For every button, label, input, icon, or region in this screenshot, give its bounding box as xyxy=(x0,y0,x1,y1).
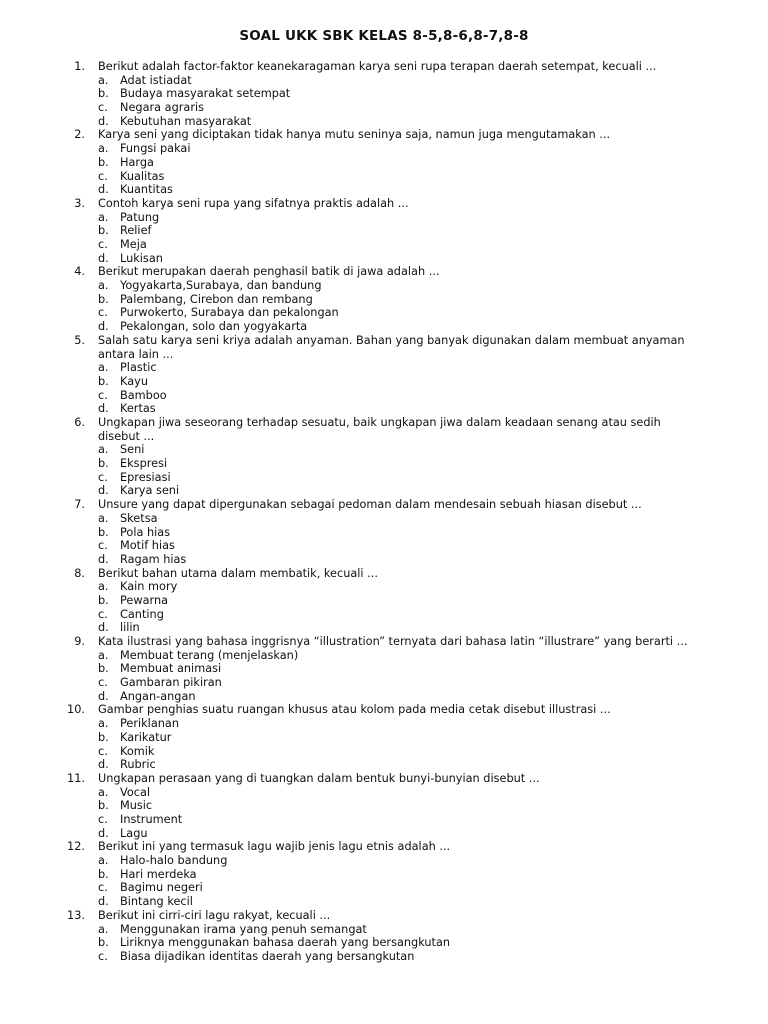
option-text: Ekspresi xyxy=(120,457,168,471)
question-line xyxy=(74,635,696,649)
answer-option xyxy=(0,717,768,731)
option-text: Lagu xyxy=(120,826,148,840)
question-text: Salah satu karya seni kriya adalah anyaman. Bahan yang banyak digunakan dalam membuat anyaman antara lain ... xyxy=(98,333,685,361)
answer-option xyxy=(0,580,768,594)
question-text: Unsure yang dapat dipergunakan sebagai pedoman dalam mendesain sebuah hiasan disebut ... xyxy=(98,498,642,512)
option-letter: b. xyxy=(98,867,109,881)
option-text: Hari merdeka xyxy=(120,867,197,881)
question-line xyxy=(74,333,696,361)
option-text: Membuat terang (menjelaskan) xyxy=(120,648,299,662)
question-line xyxy=(67,771,696,786)
answer-option xyxy=(0,74,768,88)
answer-option xyxy=(0,224,768,238)
option-letter: a. xyxy=(98,443,109,457)
option-text: Membuat animasi xyxy=(120,662,222,676)
option-text: Seni xyxy=(120,443,145,457)
option-letter: b. xyxy=(98,374,109,388)
question-item xyxy=(0,772,768,840)
question-text: Ungkapan perasaan yang di tuangkan dalam bentuk bunyi-bunyian disebut ... xyxy=(98,771,540,785)
option-letter: c. xyxy=(98,676,108,690)
question-line xyxy=(74,128,696,142)
option-letter: d. xyxy=(98,826,109,840)
question-number: 1. xyxy=(74,60,85,73)
answer-option xyxy=(0,252,768,266)
option-letter: c. xyxy=(98,169,108,183)
question-line xyxy=(74,566,696,581)
answer-option xyxy=(0,923,768,937)
option-letter: a. xyxy=(98,73,109,87)
option-text: Harga xyxy=(120,155,154,169)
page-title: SOAL UKK SBK KELAS 8-5,8-6,8-7,8-8 xyxy=(239,28,529,44)
option-letter: c. xyxy=(98,101,108,115)
option-letter: a. xyxy=(98,279,109,293)
question-line xyxy=(67,840,696,854)
option-text: Negara agraris xyxy=(120,101,204,115)
answer-option xyxy=(0,443,768,457)
answer-option xyxy=(0,539,768,553)
option-letter: b. xyxy=(98,155,109,169)
option-letter: c. xyxy=(98,388,108,402)
answer-option xyxy=(0,156,768,170)
option-text: Purwokerto, Surabaya dan pekalongan xyxy=(120,306,339,320)
answer-option xyxy=(0,690,768,704)
option-letter: c. xyxy=(98,470,108,484)
question-line xyxy=(74,415,696,443)
answer-option xyxy=(0,211,768,225)
question-item xyxy=(0,909,768,964)
option-text: Lukisan xyxy=(120,251,163,265)
question-number: 8. xyxy=(74,566,85,580)
option-letter: d. xyxy=(98,183,109,197)
question-number: 9. xyxy=(74,635,85,649)
option-text: Plastic xyxy=(120,361,157,375)
option-text: Gambaran pikiran xyxy=(120,676,222,690)
answer-option xyxy=(0,115,768,129)
option-letter: a. xyxy=(98,785,109,799)
answer-option xyxy=(0,786,768,800)
option-text: Vocal xyxy=(120,785,151,799)
option-letter: c. xyxy=(98,237,108,251)
option-text: Sketsa xyxy=(120,511,158,525)
option-letter: c. xyxy=(98,539,108,553)
answer-option xyxy=(0,170,768,184)
question-item xyxy=(0,334,768,416)
option-letter: c. xyxy=(98,607,108,621)
answer-option xyxy=(0,526,768,540)
option-text: Relief xyxy=(120,224,152,238)
option-letter: a. xyxy=(98,361,109,375)
option-letter: d. xyxy=(98,552,109,566)
option-text: Karikatur xyxy=(120,730,172,744)
answer-option xyxy=(0,621,768,635)
answer-option xyxy=(0,471,768,485)
answer-option xyxy=(0,320,768,334)
question-item xyxy=(0,197,768,265)
option-letter: d. xyxy=(98,114,109,128)
option-letter: a. xyxy=(98,511,109,525)
option-text: Meja xyxy=(120,237,147,251)
answer-option xyxy=(0,868,768,882)
question-number: 4. xyxy=(74,265,85,279)
answer-option xyxy=(0,662,768,676)
answer-option xyxy=(0,594,768,608)
option-letter: a. xyxy=(98,648,109,662)
question-line xyxy=(74,60,696,74)
option-letter: b. xyxy=(98,936,109,950)
question-list xyxy=(0,60,768,964)
answer-option xyxy=(0,608,768,622)
question-item xyxy=(0,567,768,635)
option-text: Music xyxy=(120,799,153,813)
option-letter: b. xyxy=(98,87,109,101)
option-letter: a. xyxy=(98,142,109,156)
question-number: 11. xyxy=(67,771,85,785)
option-text: Pola hias xyxy=(120,525,171,539)
answer-option xyxy=(0,389,768,403)
option-letter: a. xyxy=(98,580,109,594)
option-text: Ragam hias xyxy=(120,552,187,566)
question-number: 3. xyxy=(74,196,85,210)
question-text: Contoh karya seni rupa yang sifatnya praktis adalah ... xyxy=(98,196,409,210)
option-letter: c. xyxy=(98,813,108,827)
question-line xyxy=(74,265,696,279)
option-text: Kain mory xyxy=(120,580,178,594)
question-number: 2. xyxy=(74,128,85,142)
option-letter: b. xyxy=(98,662,109,676)
question-number: 10. xyxy=(67,703,85,717)
question-item xyxy=(0,703,768,771)
option-letter: b. xyxy=(98,224,109,238)
answer-option xyxy=(0,375,768,389)
option-letter: b. xyxy=(98,799,109,813)
answer-option xyxy=(0,553,768,567)
option-letter: d. xyxy=(98,320,109,334)
option-letter: d. xyxy=(98,758,109,772)
option-text: Biasa dijadikan identitas daerah yang bersangkutan xyxy=(120,949,415,963)
answer-option xyxy=(0,361,768,375)
option-letter: d. xyxy=(98,689,109,703)
answer-option xyxy=(0,649,768,663)
option-letter: b. xyxy=(98,457,109,471)
question-number: 5. xyxy=(74,333,85,347)
answer-option xyxy=(0,183,768,197)
option-letter: c. xyxy=(98,949,108,963)
question-item xyxy=(0,840,768,908)
option-text: Fungsi pakai xyxy=(120,142,191,156)
option-text: Canting xyxy=(120,607,164,621)
answer-option xyxy=(0,827,768,841)
option-text: Bamboo xyxy=(120,388,167,402)
option-letter: d. xyxy=(98,402,109,416)
answer-option xyxy=(0,457,768,471)
question-item xyxy=(0,128,768,196)
option-text: Budaya masyarakat setempat xyxy=(120,87,291,101)
question-line xyxy=(67,703,696,717)
option-text: Pewarna xyxy=(120,593,169,607)
option-text: Palembang, Cirebon dan rembang xyxy=(120,292,313,306)
option-letter: d. xyxy=(98,621,109,635)
option-text: Instrument xyxy=(120,813,183,827)
option-letter: a. xyxy=(98,922,109,936)
question-number: 7. xyxy=(74,498,85,512)
option-text: Rubric xyxy=(120,758,156,772)
answer-option xyxy=(0,293,768,307)
option-text: Kuantitas xyxy=(120,183,173,197)
answer-option xyxy=(0,731,768,745)
option-text: Patung xyxy=(120,210,160,224)
question-item xyxy=(0,60,768,128)
answer-option xyxy=(0,279,768,293)
question-text: Berikut ini cirri-ciri lagu rakyat, kecuali ... xyxy=(98,908,331,922)
option-text: Angan-angan xyxy=(120,689,196,703)
question-item xyxy=(0,498,768,566)
option-letter: d. xyxy=(98,895,109,909)
answer-option xyxy=(0,799,768,813)
question-text: Ungkapan jiwa seseorang terhadap sesuatu, baik ungkapan jiwa dalam keadaan senang atau sedih disebut ... xyxy=(98,415,661,443)
question-number: 6. xyxy=(74,415,85,429)
answer-option xyxy=(0,142,768,156)
option-letter: c. xyxy=(98,881,108,895)
option-text: Kebutuhan masyarakat xyxy=(120,114,252,128)
answer-option xyxy=(0,936,768,950)
question-text: Berikut bahan utama dalam membatik, kecuali ... xyxy=(98,566,378,580)
option-letter: d. xyxy=(98,484,109,498)
option-letter: d. xyxy=(98,251,109,265)
option-text: Kayu xyxy=(120,374,148,388)
answer-option xyxy=(0,87,768,101)
option-letter: b. xyxy=(98,525,109,539)
answer-option xyxy=(0,306,768,320)
answer-option xyxy=(0,512,768,526)
option-letter: c. xyxy=(98,306,108,320)
option-text: Liriknya menggunakan bahasa daerah yang bersangkutan xyxy=(120,936,451,950)
option-text: Pekalongan, solo dan yogyakarta xyxy=(120,320,308,334)
answer-option xyxy=(0,813,768,827)
answer-option xyxy=(0,950,768,964)
answer-option xyxy=(0,758,768,772)
option-letter: c. xyxy=(98,744,108,758)
question-line xyxy=(74,196,696,211)
option-letter: a. xyxy=(98,210,109,224)
question-text: Gambar penghias suatu ruangan khusus atau kolom pada media cetak disebut illustrasi ... xyxy=(98,703,611,717)
question-text: Karya seni yang diciptakan tidak hanya mutu seninya saja, namun juga mengutamakan ... xyxy=(98,128,611,142)
answer-option xyxy=(0,676,768,690)
option-letter: a. xyxy=(98,717,109,731)
option-text: Motif hias xyxy=(120,539,175,553)
option-text: Menggunakan irama yang penuh semangat xyxy=(120,922,367,936)
option-letter: a. xyxy=(98,854,109,868)
option-text: Adat istiadat xyxy=(120,73,192,87)
option-text: Halo-halo bandung xyxy=(120,854,228,868)
question-text: Kata ilustrasi yang bahasa inggrisnya “illustration” ternyata dari bahasa latin “illustrare” yang berarti ... xyxy=(98,635,688,649)
question-line xyxy=(67,908,696,923)
option-letter: b. xyxy=(98,730,109,744)
question-text: Berikut adalah factor-faktor keanekaragaman karya seni rupa terapan daerah setempat, kecuali ... xyxy=(98,60,657,73)
answer-option xyxy=(0,895,768,909)
question-line xyxy=(74,498,696,512)
option-text: Bintang kecil xyxy=(120,895,193,909)
question-item xyxy=(0,416,768,498)
question-text: Berikut merupakan daerah penghasil batik di jawa adalah ... xyxy=(98,265,440,279)
answer-option xyxy=(0,484,768,498)
answer-option xyxy=(0,101,768,115)
option-letter: b. xyxy=(98,593,109,607)
option-text: Kertas xyxy=(120,402,156,416)
option-text: Bagimu negeri xyxy=(120,881,203,895)
question-item xyxy=(0,635,768,703)
question-number: 12. xyxy=(67,840,85,854)
option-text: Epresiasi xyxy=(120,470,171,484)
question-number: 13. xyxy=(67,908,85,922)
answer-option xyxy=(0,854,768,868)
option-text: Kualitas xyxy=(120,169,165,183)
answer-option xyxy=(0,238,768,252)
option-text: lilin xyxy=(120,621,140,635)
option-text: Periklanan xyxy=(120,717,179,731)
answer-option xyxy=(0,402,768,416)
option-letter: b. xyxy=(98,292,109,306)
answer-option xyxy=(0,745,768,759)
option-text: Yogyakarta,Surabaya, dan bandung xyxy=(120,279,322,293)
question-item xyxy=(0,265,768,333)
answer-option xyxy=(0,881,768,895)
option-text: Karya seni xyxy=(120,484,180,498)
option-text: Komik xyxy=(120,744,155,758)
question-text: Berikut ini yang termasuk lagu wajib jenis lagu etnis adalah ... xyxy=(98,840,451,854)
